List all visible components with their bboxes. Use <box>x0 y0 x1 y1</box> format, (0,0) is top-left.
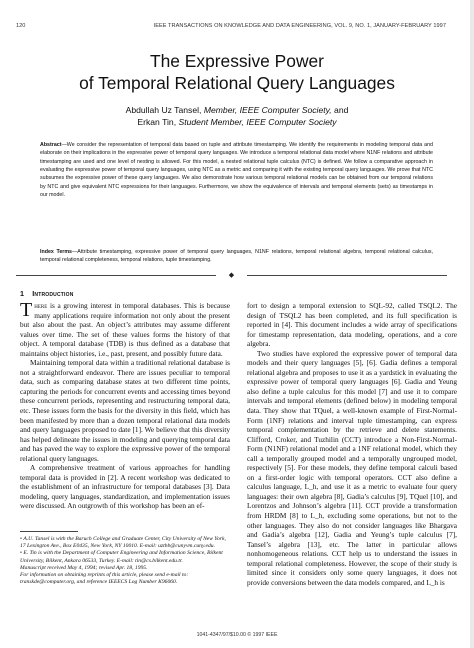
author-2-name: Erkan Tin, <box>137 117 177 127</box>
journal-name: IEEE TRANSACTIONS ON KNOWLEDGE AND DATA ENGINEERING, VOL. 9, NO. 1, JANUARY-FEBRUARY 1997 <box>153 23 446 29</box>
footnotes <box>20 536 230 586</box>
paragraph-1-text: is a growing interest in temporal databases. This is because many applications require information not only about the present but also about the past. An object’s attributes may assume different values over time. The set of these values forms the history of that object. A temporal database (TDB) is thus defined as a database that maintains object histories, i.e., past, present, and possibly future data. <box>20 301 230 358</box>
authors-block <box>20 104 454 128</box>
author-line-2 <box>20 116 454 128</box>
paragraph-2: Maintaining temporal data within a traditional relational database is not a straightforward endeavor. There are issues peculiar to temporal data, such as comparing database states at two different time points, capturing the periods for concurrent events and accessing times beyond these concurrent periods, representing and restructuring temporal data, etc. These issues form the basis for the diversity in this field, which has been manifested by more than a dozen temporal relational data models and query languages proposed to date [1]. We believe that this diversity has helped delineate the issues in modeling and querying temporal data and has paved the way to explore the expressive power of the temporal relational query languages. <box>20 358 230 463</box>
footnote-rule <box>20 531 78 532</box>
author-1-role: Member, IEEE Computer Society, <box>203 105 332 115</box>
index-terms-label: Index Terms <box>40 249 72 255</box>
section-divider <box>16 271 447 279</box>
section-title: Introduction <box>32 289 74 298</box>
author-line-1 <box>20 104 454 116</box>
title-line-2: of Temporal Relational Query Languages <box>79 73 395 93</box>
divider-rule-left <box>16 275 216 276</box>
paragraph-4: fort to design a temporal extension to SQL-92, called TSQL2. The design of TSQL2 has been completed, and its full specification is reported in [4]. This document includes a wide array of specifications for timestamp representation, data modeling, operations, and a core algebra. <box>247 301 457 349</box>
paragraph-5: Two studies have explored the expressive power of temporal data models and their query languages [5], [6]. Gadia defines a temporal relational algebra and proposes to use it as a yardstick in evaluating the expressive power of temporal query languages [6]. Gadia and Yeung also define a tuple calculus for this model [7] and use it to compare intervals and temporal elements (defined below) in modeling temporal data. They show that TQuel, a well-known example of First-Normal-Form (1NF) relations and interval tuple timestamping, can express temporal complementation by the retrieve and delete statements. Clifford, Croker, and Tuzhilin (CCT) introduce a Non-First-Normal-Form (N1NF) relational model and a 1NF relational model, which they call a temporally grouped model and a temporally ungrouped model, respectively [5]. For these models, they define temporal calculi based on a first-order logic with temporal operators. CCT also define a calculus language, L_h, and use it as a metric to evaluate four query languages: their own algebra [8], Gadia’s calculus [9], TQuel [10], and Lorentzos and Johnson’s algebra [11]. CCT provide a transformation from HRDM [8] to L_h, excluding some operations, but not to the other languages. They also do not consider languages like Bhargava and Gadia’s algebra [12], Gadia and Yeung’s tuple calculus [7], Tansel’s algebra [13], etc. The latter in particular allows nonhomogeneous relations. CCT help us to understand the issues in temporal relational completeness. However, the scope of their study is limited since it considers only some query languages, it does not provide conversions between the data models compared, and L_h is <box>247 348 457 587</box>
copyright-footer: 1041-4347/97/$10.00 © 1997 IEEE <box>196 632 278 638</box>
title-line-1: The Expressive Power <box>150 51 324 71</box>
index-terms-text: —Attribute timestamping, expressive power of temporal query languages, N1NF relations, temporal relational algebra, temporal relational calculus, temporal relational completeness, temporal relations, tuple timestamping. <box>40 249 433 264</box>
footnote-reprints: For information on obtaining reprints of this article, please send e-mail to: transkde@computer.org, and reference IEEECS Log Number K96060. <box>20 572 189 586</box>
body-column-right <box>247 301 457 587</box>
page-edge-shadow <box>470 0 474 648</box>
page-number: 120 <box>16 23 26 29</box>
abstract <box>40 141 433 199</box>
paper-title <box>20 50 454 94</box>
author-2-role: Student Member, IEEE Computer Society <box>178 117 337 127</box>
drop-cap: T <box>20 299 33 321</box>
footnote-author-2: • E. Tin is with the Department of Computer Engineering and Information Science, Bilkent University, Bilkent, Ankara 06533, Turkey. E-mail: tin@cs.bilkent.edu.tr. <box>20 550 223 564</box>
abstract-text: —We consider the representation of temporal data based on tuple and attribute timestamping. We identify the requirements in modeling temporal data and elaborate on their implications in the expressive power of temporal query languages. We introduce a temporal relational data model where N1NF relations and attribute timestamping are used and one level of nesting is allowed. For this model, a nested relational tuple calculus (NTC) is defined. We follow a comparative approach in evaluating the expressive power of temporal query languages, using NTC as a metric and comparing it with the existing temporal query languages. We prove that NTC subsumes the expressive power of these query languages. We also demonstrate how various temporal relational models can be obtained from our temporal relations by NTC and give equivalent NTC expressions for their languages. Furthermore, we show the equivalence of intervals and temporal elements (sets) as timestamps in our model. <box>40 142 433 199</box>
section-number: 1 <box>20 289 25 298</box>
footnote-author-1: • A.U. Tansel is with the Baruch College and Graduate Center, City University of New York, 17 Lexington Ave., Box E0435, New York, NY 10010. E-mail: uztbb@cunyvm.cuny.edu. <box>20 536 226 550</box>
body-column-left <box>20 301 230 511</box>
footnote-manuscript: Manuscript received May 4, 1994; revised Apr. 18, 1995. <box>20 564 148 571</box>
index-terms <box>40 248 433 265</box>
drop-cap-rest: here <box>34 301 48 310</box>
abstract-label: Abstract <box>40 142 62 148</box>
paragraph-3: A comprehensive treatment of various approaches for handling temporal data is provided in [2]. A recent workshop was dedicated to the establishment of an infrastructure for temporal databases [3]. Data modeling, query languages, standardization, and implementation issues were discussed. An outgrowth of this workshop has been an ef- <box>20 463 230 511</box>
author-1-name: Abdullah Uz Tansel, <box>125 105 202 115</box>
diamond-icon: ◆ <box>228 270 235 279</box>
paragraph-1 <box>20 301 230 358</box>
section-heading <box>20 289 74 298</box>
author-and: and <box>334 105 349 115</box>
divider-rule-right <box>247 275 447 276</box>
